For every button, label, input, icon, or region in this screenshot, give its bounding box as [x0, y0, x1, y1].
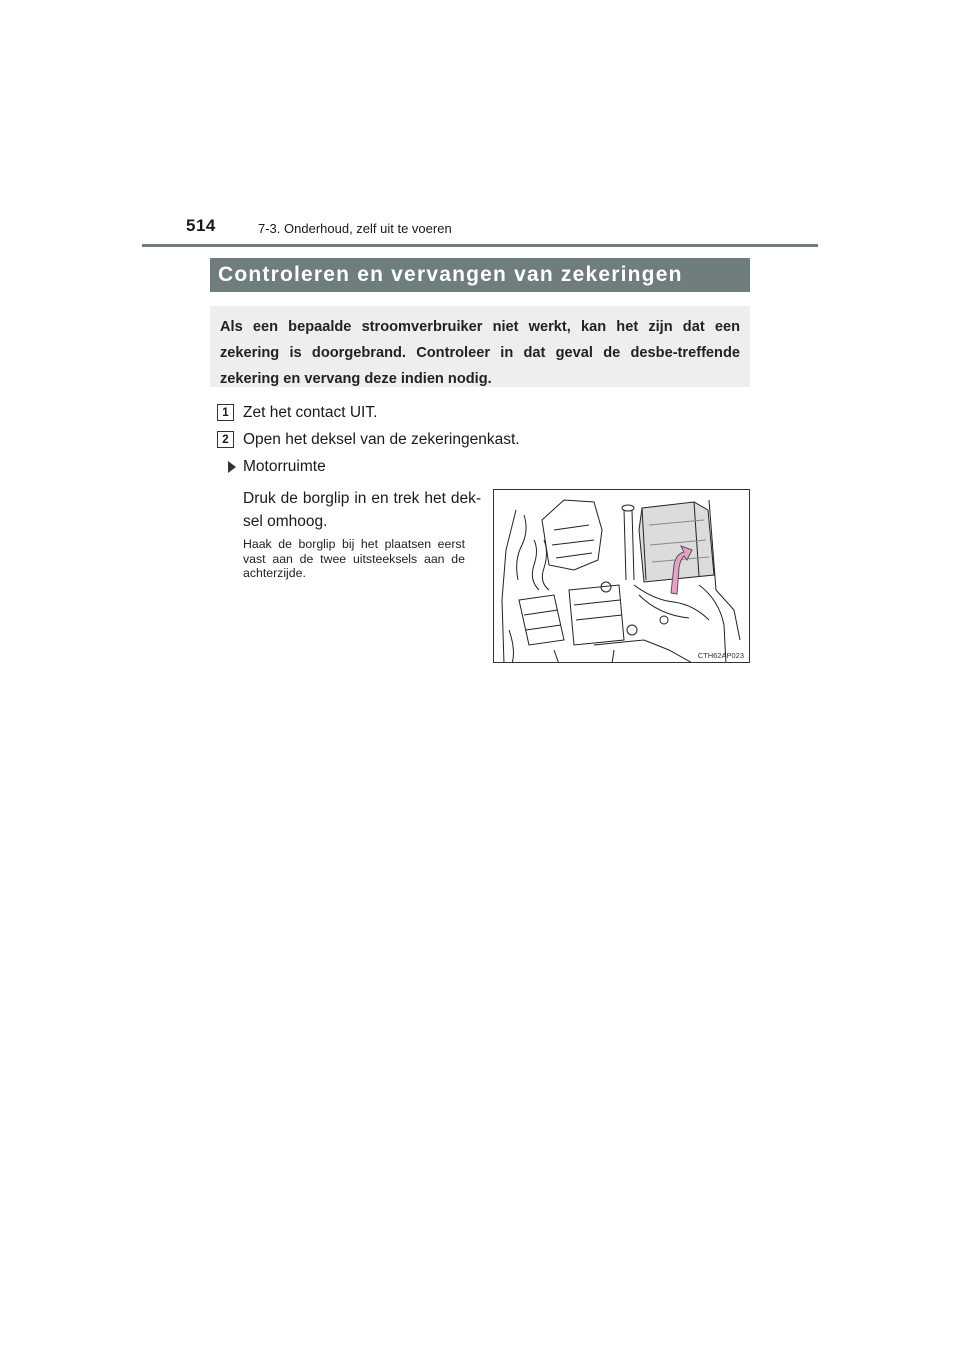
step-2-text: Open het deksel van de zekeringenkast.	[243, 431, 520, 448]
intro-text: Als een bepaalde stroomverbruiker niet werkt, kan het zijn dat een zekering is doorgebrand. Controleer in dat geval de desbe-treffende zekering en vervang deze indien nodig.	[220, 319, 740, 387]
step-1-badge: 1	[217, 404, 234, 421]
topic-banner	[210, 258, 750, 292]
intro-box	[210, 306, 750, 387]
header-divider	[142, 244, 818, 247]
page-number: 514	[186, 216, 216, 235]
engine-bay-drawing	[494, 490, 750, 663]
step-2-badge: 2	[217, 431, 234, 448]
engine-compartment-illustration	[493, 489, 750, 663]
topic-title: Controleren en vervangen van zekeringen	[218, 263, 683, 286]
note-text: Haak de borglip bij het plaatsen eerst vast aan de twee uitsteeksels aan de achterzijde.	[243, 537, 465, 580]
step-1-text: Zet het contact UIT.	[243, 404, 378, 421]
triangle-bullet-icon	[228, 461, 236, 473]
subsection-heading	[228, 458, 326, 476]
subsection-title: Motorruimte	[243, 458, 326, 475]
figure-code: CTH62AP023	[697, 651, 744, 660]
section-title: 7-3. Onderhoud, zelf uit te voeren	[258, 221, 452, 236]
instruction-text: Druk de borglip in en trek het dek-sel omhoog.	[243, 490, 481, 530]
